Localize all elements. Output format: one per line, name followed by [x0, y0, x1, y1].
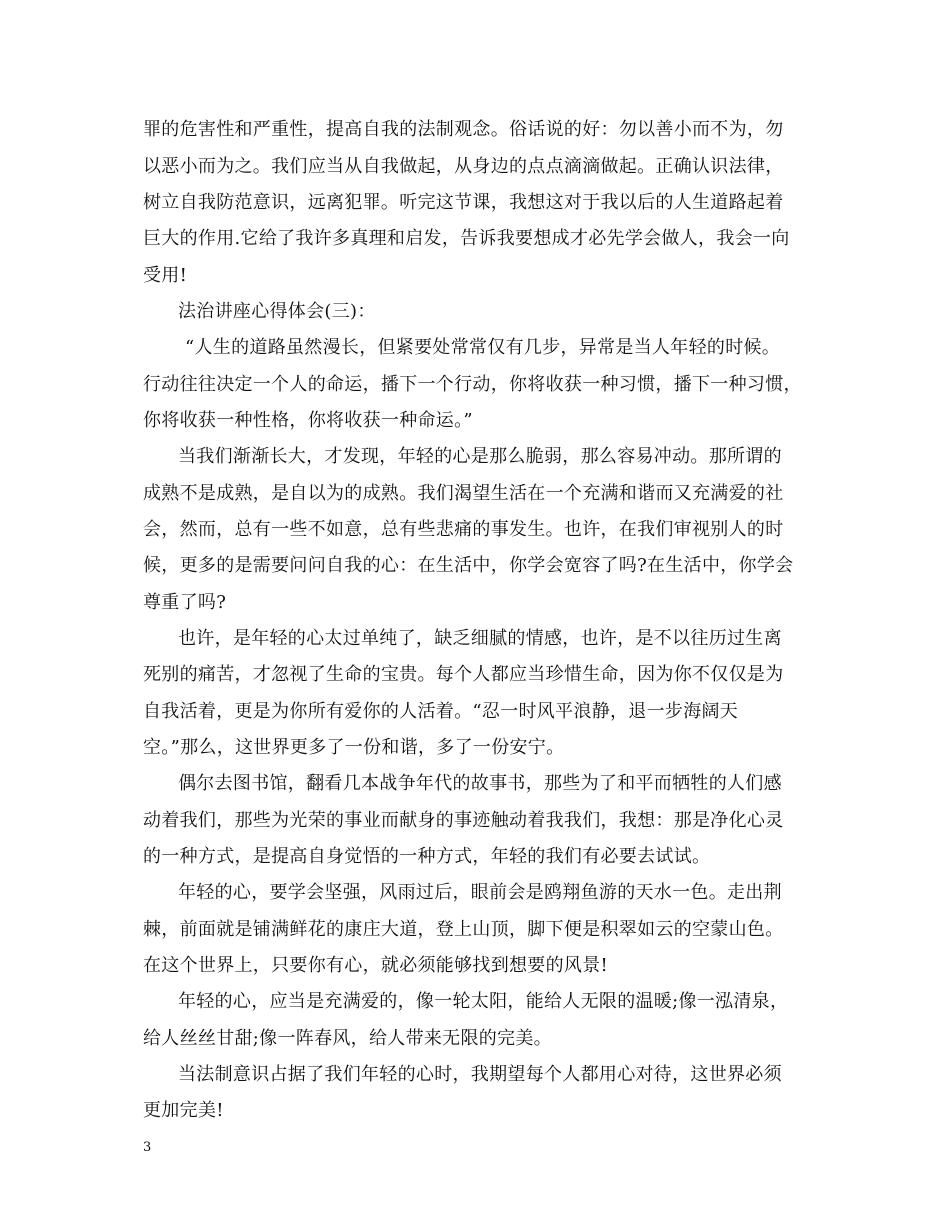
quote-line: 你将收获一种性格，你将收获一种命运。”: [143, 410, 473, 431]
quote-line: 行动往往决定一个人的命运，播下一个行动，你将收获一种习惯，播下一种习惯，: [143, 374, 802, 395]
text-line: 动着我们，那些为光荣的事业而献身的事迹触动着我我们，我想：那是净化心灵: [143, 810, 784, 831]
text-line: 在这个世界上，只要你有心，就必须能够找到想要的风景!: [143, 955, 609, 976]
text-line: 树立自我防范意识，远离犯罪。听完这节课，我想这对于我以后的人生道路起着: [143, 192, 784, 213]
text-line: 空。”那么，这世界更多了一份和谐，多了一份安宁。: [143, 737, 565, 758]
text-line: 偶尔去图书馆，翻看几本战争年代的故事书，那些为了和平而牺牲的人们感: [178, 773, 782, 794]
text-line: 死别的痛苦，才忽视了生命的宝贵。每个人都应当珍惜生命，因为你不仅仅是为: [143, 664, 784, 685]
text-line: 棘，前面就是铺满鲜花的康庄大道，登上山顶，脚下便是积翠如云的空蒙山色。: [143, 919, 784, 940]
text-line: 以恶小而为之。我们应当从自我做起，从身边的点点滴滴做起。正确认识法律，: [143, 156, 784, 177]
text-line: 更加完美!: [143, 1100, 224, 1121]
text-line: 尊重了吗?: [143, 592, 227, 613]
text-line: 的一种方式，是提高自身觉悟的一种方式，年轻的我们有必要去试试。: [143, 846, 711, 867]
text-line: 候，更多的是需要问问自我的心：在生活中，你学会宽容了吗?在生活中，你学会: [143, 555, 794, 576]
text-line: 年轻的心，应当是充满爱的，像一轮太阳，能给人无限的温暖;像一泓清泉，: [178, 991, 789, 1012]
text-line: 给人丝丝甘甜;像一阵春风，给人带来无限的完美。: [143, 1028, 552, 1049]
text-line: 也许，是年轻的心太过单纯了，缺乏细腻的情感，也许，是不以往历过生离: [178, 628, 782, 649]
text-line: 罪的危害性和严重性，提高自我的法制观念。俗话说的好：勿以善小而不为，勿: [143, 119, 784, 140]
text-line: 巨大的作用.它给了我许多真理和启发，告诉我要想成才必先学会做人，我会一向: [143, 228, 790, 249]
section-heading: 法治讲座心得体会(三)：: [178, 301, 376, 322]
text-line: 当我们渐渐长大，才发现，年轻的心是那么脆弱，那么容易冲动。那所谓的: [178, 446, 782, 467]
page-number: 3: [143, 1140, 152, 1155]
text-line: 成熟不是成熟，是自以为的成熟。我们渴望生活在一个充满和谐而又充满爱的社: [143, 483, 784, 504]
text-line: 会，然而，总有一些不如意，总有些悲痛的事发生。也许，在我们审视别人的时: [143, 519, 784, 540]
text-line: 当法制意识占据了我们年轻的心时，我期望每个人都用心对待，这世界必须: [178, 1064, 782, 1085]
quote-line: “人生的道路虽然漫长，但紧要处常常仅有几步，异常是当人年轻的时候。: [185, 337, 781, 358]
text-line: 年轻的心，要学会坚强，风雨过后，眼前会是鸥翔鱼游的天水一色。走出荆: [178, 882, 782, 903]
text-line: 自我活着，更是为你所有爱你的人活着。“忍一时风平浪静，退一步海阔天: [143, 701, 739, 722]
text-line: 受用!: [143, 265, 188, 286]
